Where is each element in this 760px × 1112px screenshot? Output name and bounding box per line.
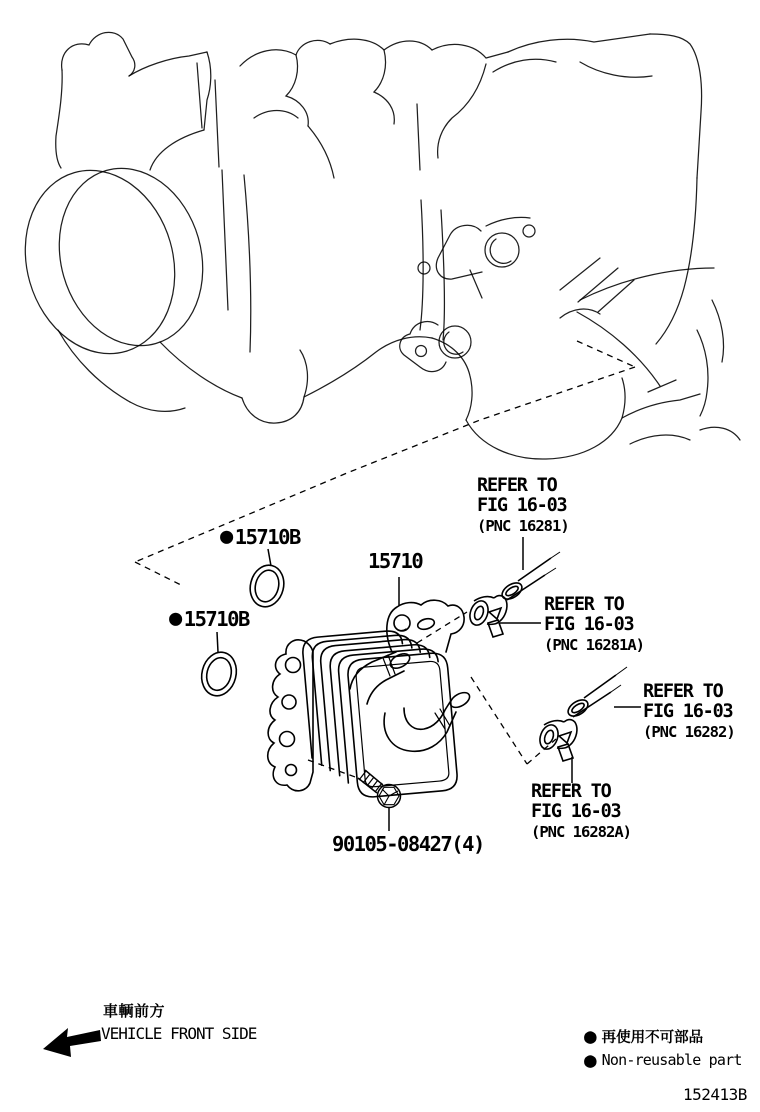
crank-pulley xyxy=(4,151,223,371)
reference-pnc: (PNC 16281A) xyxy=(544,636,644,654)
orientation-label-en: VEHICLE FRONT SIDE xyxy=(101,1024,257,1043)
o-ring-top-drawing xyxy=(246,562,288,611)
cooler-flange xyxy=(268,640,313,791)
cooler-lower-hose xyxy=(384,690,472,752)
orientation-label-jp: 車輌前方 xyxy=(103,1002,166,1020)
non-reusable-bullet-icon: ● xyxy=(220,524,232,549)
cooler-bracket xyxy=(387,600,464,652)
inlet-clamp-drawing xyxy=(467,596,507,637)
non-reusable-bullet-icon: ● xyxy=(169,606,181,631)
reference-line: REFER TO xyxy=(531,781,611,802)
callout-bolt: 90105-08427(4) xyxy=(332,832,484,856)
callout-oil-cooler: 15710 xyxy=(368,549,423,573)
reference-line: FIG 16-03 xyxy=(643,701,733,722)
engine-line-art xyxy=(4,32,740,459)
reference-line: REFER TO xyxy=(544,594,624,615)
non-reusable-bullet-icon: ● xyxy=(584,1024,597,1048)
reference-pnc: (PNC 16282) xyxy=(643,723,735,741)
reference-clamp-outlet xyxy=(531,782,631,842)
legend-non-reusable-en xyxy=(584,1047,742,1072)
mounting-boss xyxy=(400,217,535,371)
legend-en-text: Non-reusable part xyxy=(601,1051,742,1069)
callout-oring-top-text: 15710B xyxy=(234,525,300,549)
o-ring-bottom-drawing xyxy=(197,649,241,700)
callout-oring-bottom xyxy=(169,608,249,630)
reference-line: FIG 16-03 xyxy=(477,495,567,516)
legend-jp-text: 再使用不可部品 xyxy=(601,1030,704,1046)
reference-clamp-inlet xyxy=(544,595,644,655)
reference-line: FIG 16-03 xyxy=(544,614,634,635)
cooler-upper-hose xyxy=(350,651,412,704)
outlet-clamp-drawing xyxy=(537,720,577,761)
non-reusable-bullet-icon: ● xyxy=(584,1047,597,1072)
legend-non-reusable-jp xyxy=(584,1026,703,1047)
reference-line: FIG 16-03 xyxy=(531,801,621,822)
reference-hose-inlet xyxy=(477,476,569,536)
outlet-pipe-drawing xyxy=(565,667,627,719)
callout-oring-top xyxy=(220,526,300,548)
cooler-plate-stack xyxy=(302,626,459,802)
reference-line: REFER TO xyxy=(477,475,557,496)
reference-pnc: (PNC 16282A) xyxy=(531,823,631,841)
reference-hose-outlet xyxy=(643,682,735,742)
oil-cooler-drawing xyxy=(268,600,472,802)
vehicle-front-arrow-icon xyxy=(43,1028,101,1057)
reference-line: REFER TO xyxy=(643,681,723,702)
figure-code: 152413B xyxy=(683,1085,747,1104)
callout-oring-bottom-text: 15710B xyxy=(183,607,249,631)
reference-pnc: (PNC 16281) xyxy=(477,517,569,535)
